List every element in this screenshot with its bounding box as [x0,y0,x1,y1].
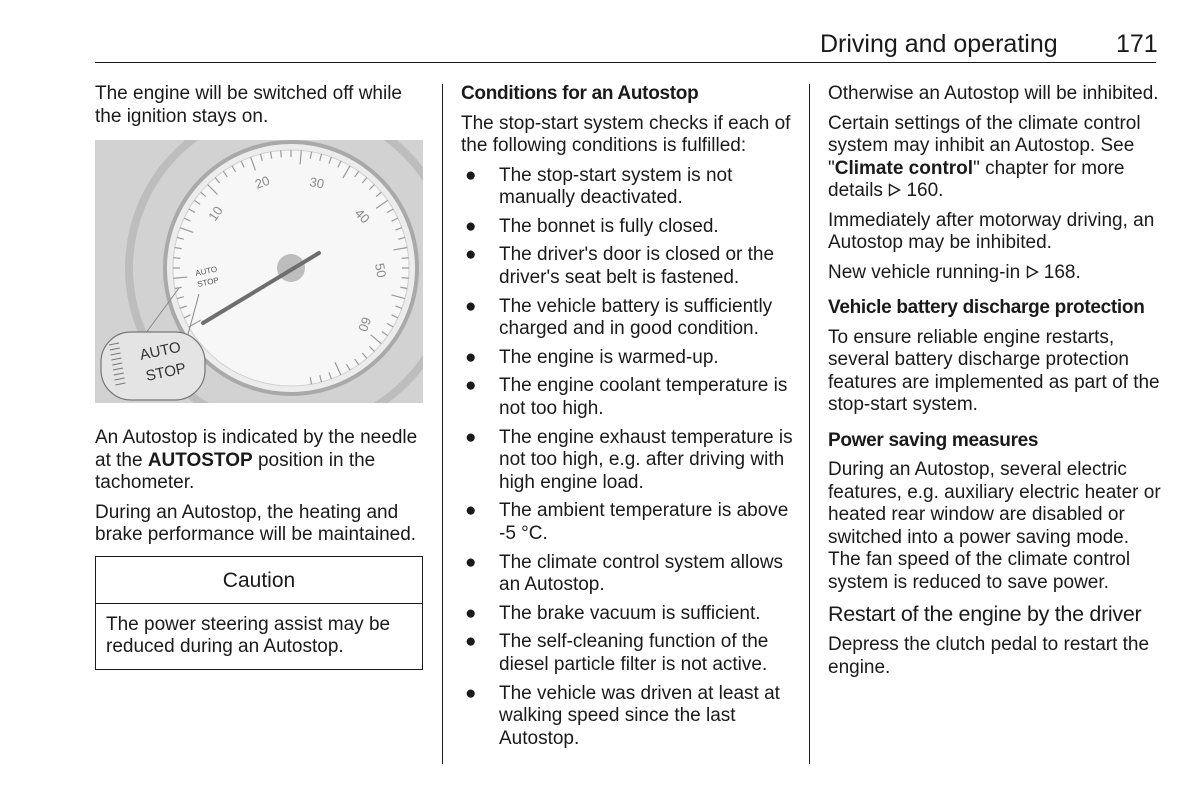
runin-paragraph: New vehicle running-in 168. [828,261,1081,283]
bullet-icon: ● [465,164,477,186]
inhibited-paragraph: Otherwise an Autostop will be inhibited. [828,83,1159,104]
gauge-tick [281,150,282,157]
list-item: ● The ambient temperature is above -5 °C. [465,500,789,544]
gauge-tick [173,258,180,259]
bullet-icon: ● [465,631,477,653]
column-divider-2 [809,84,810,764]
bullet-icon: ● [465,551,477,573]
page-number: 171 [1116,30,1158,58]
motorway-paragraph: Immediately after motorway driving, an Autostop may be inhibited. [828,209,1155,253]
gauge-label-40: 40 [351,205,373,227]
page-reference-arrow-icon [1026,265,1039,279]
heating-paragraph: During an Autostop, the heating and brake performance will be maintained. [95,501,417,545]
tachometer-figure [95,140,423,403]
gauge-label-10: 10 [205,203,226,224]
column-divider-1 [442,84,443,764]
gauge-label-20: 20 [252,172,272,192]
battery-paragraph: To ensure reliable engine restarts, several battery discharge protection features are implemented as part of the stop-start system. [828,326,1160,415]
restart-heading: Restart of the engine by the driver [828,602,1142,626]
climate-control-link[interactable]: Climate control [834,157,974,179]
list-item: ● The driver's door is closed or the driver's seat belt is fastened. [465,244,775,288]
intro-paragraph: The engine will be switched off while the ignition stays on. [95,83,402,127]
list-item: ● The climate control system allows an Autostop. [465,551,784,595]
gauge-label-60: 60 [355,314,375,334]
restart-paragraph: Depress the clutch pedal to restart the engine. [828,634,1150,678]
column-1 [95,83,431,670]
callout-auto-text: AUTO [138,338,183,364]
gauge-autostop-label-auto: AUTO [194,264,219,278]
bullet-icon: ● [465,215,477,237]
caution-text: The power steering assist may be reduced during an Autostop. [106,613,391,657]
gauge-label-50: 50 [372,261,390,279]
gauge-tick [402,258,409,259]
list-item: ● The brake vacuum is sufficient. [465,602,761,624]
section-title: Driving and operating [820,30,1058,58]
bullet-icon: ● [465,602,477,624]
list-item: ● The stop-start system is not manually deactivated. [465,164,733,208]
bullet-icon: ● [465,500,477,522]
header-rule [95,62,1156,63]
list-item: ● The engine is warmed-up. [465,346,719,368]
battery-heading: Vehicle battery discharge protection [828,297,1145,318]
list-item: ● The vehicle was driven at least at walking speed since the last Autostop. [465,682,780,749]
conditions-intro: The stop-start system checks if each of the following conditions is fulfilled: [461,112,791,156]
bullet-icon: ● [465,682,477,704]
conditions-heading: Conditions for an Autostop [461,83,699,104]
power-saving-paragraph: During an Autostop, several electric features, e.g. auxiliary electric heater or heated rear window are disabled or switched into a power saving mode. The fan speed of the climate control system is reduced to save power. [828,459,1161,593]
bullet-icon: ● [465,295,477,317]
climate-paragraph: Certain settings of the climate control system may inhibit an Autostop. See "Climate control" chapter for more details 160. [828,112,1141,201]
caution-box [95,556,423,670]
gauge-tick [402,278,409,279]
runin-page-ref[interactable]: 168. [1043,261,1081,283]
tachometer-illustration [95,140,423,403]
gauge-autostop-label-stop: STOP [196,275,220,289]
climate-page-ref[interactable]: 160. [906,180,944,201]
bullet-icon: ● [465,375,477,397]
list-item: ● The bonnet is fully closed. [465,215,719,237]
bullet-icon: ● [465,244,477,266]
column-2 [461,83,796,756]
bullet-icon: ● [465,346,477,368]
list-item: ● The engine exhaust temperature is not too high, e.g. after driving with high engine load. [465,426,793,493]
list-item: ● The self-cleaning function of the diesel particle filter is not active. [465,631,769,675]
bullet-icon: ● [465,426,477,448]
list-item: ● The engine coolant temperature is not too high. [465,375,788,419]
autostop-callout [101,332,205,400]
gauge-label-30: 30 [308,174,326,192]
conditions-list [461,165,796,751]
page-reference-arrow-icon [888,183,901,197]
callout-stop-text: STOP [144,359,188,385]
list-item: ● The vehicle battery is sufficiently charged and in good condition. [465,295,773,340]
power-saving-heading: Power saving measures [828,429,1039,451]
caution-title: Caution [96,557,422,604]
autostop-indication-paragraph: An Autostop is indicated by the needle at the AUTOSTOP position in the tachometer. [95,427,418,493]
column-3 [828,83,1163,686]
